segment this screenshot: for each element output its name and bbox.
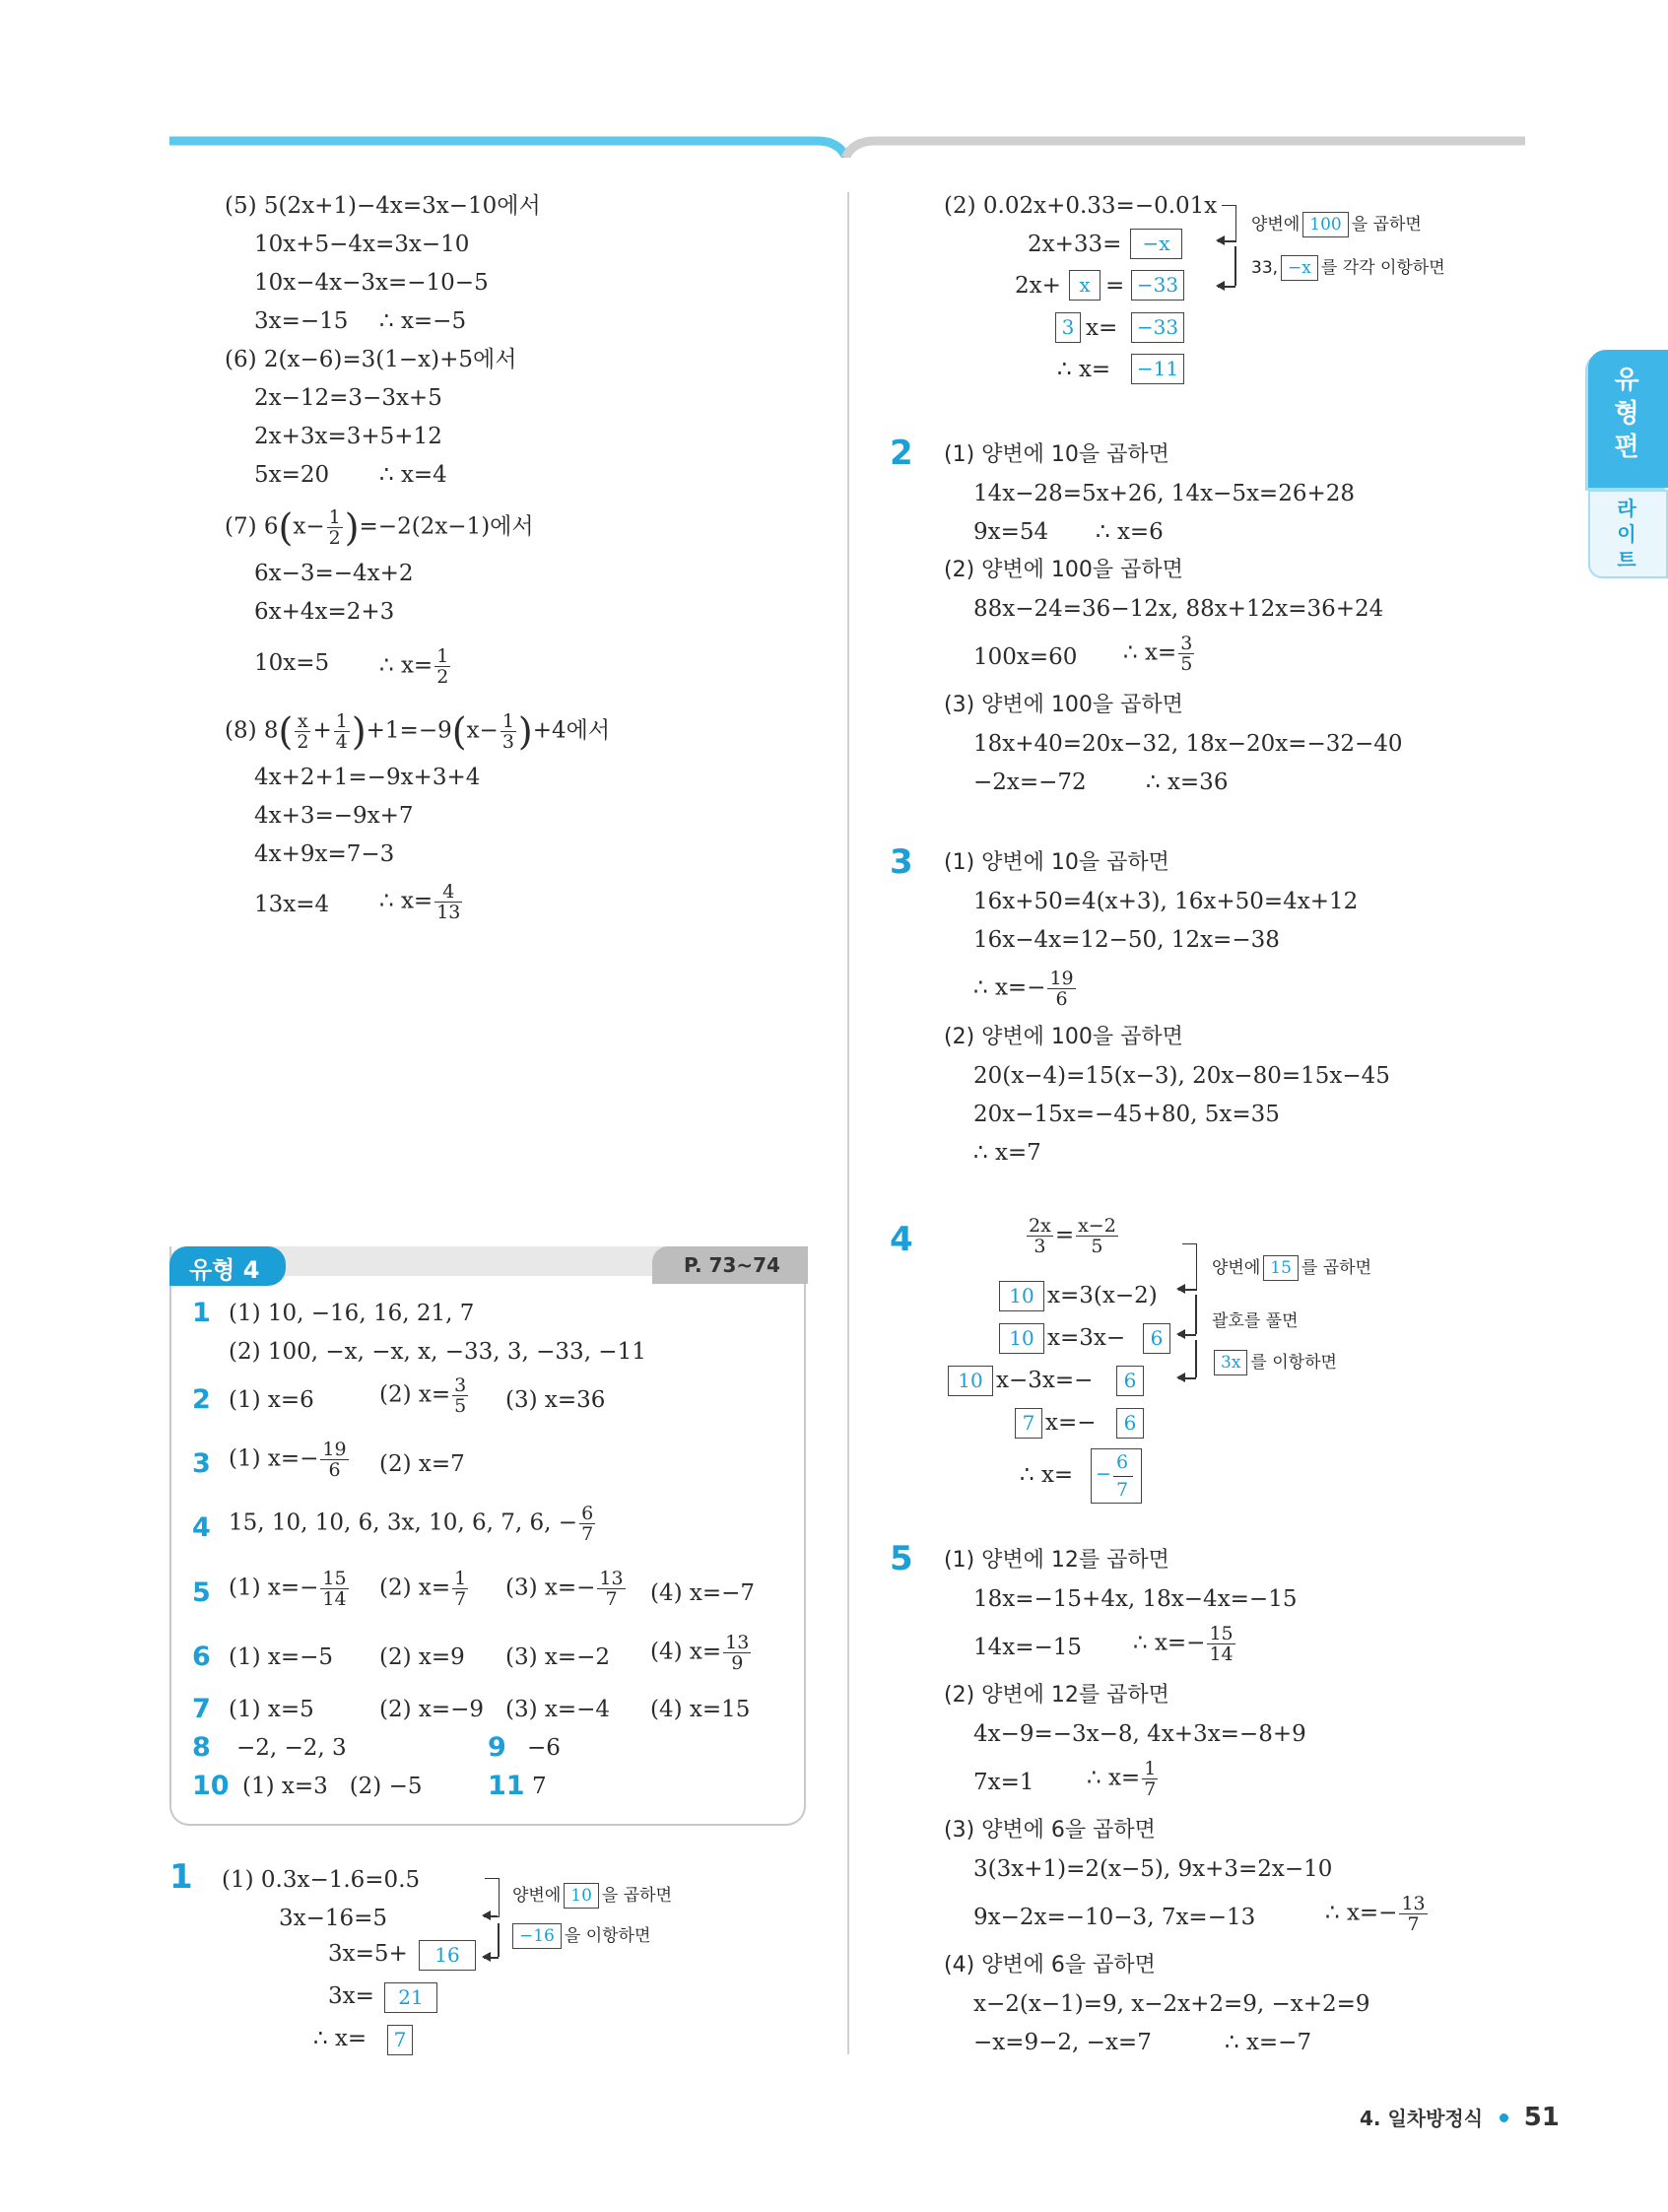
answer-number: 2 — [192, 1384, 211, 1415]
answer-box: 10 — [999, 1281, 1044, 1311]
solution-line: (5) 5(2x+1)−4x=3x−10에서 — [225, 193, 541, 219]
solution-line: 2x+3x=3+5+12 — [254, 424, 442, 449]
solution-line: 4x+2+1=−9x+3+4 — [254, 765, 481, 790]
annotation: 3x 를 이항하면 — [1214, 1348, 1337, 1375]
annotation: 양변에 10 을 곱하면 — [512, 1881, 672, 1909]
solution-line: (2) 0.02x+0.33=−0.01x — [944, 193, 1218, 219]
type4-title: 유형 4 — [189, 1256, 260, 1284]
solution-line: 4x+3=−9x+7 — [254, 803, 414, 829]
solution-line: (2) 양변에 12를 곱하면 — [944, 1683, 1169, 1708]
annotation: 33, −x 를 각각 이항하면 — [1251, 253, 1445, 281]
solution-line: 16x+50=4(x+3), 16x+50=4x+12 — [973, 889, 1359, 914]
answer-box: 7 — [387, 2025, 413, 2055]
answer-box: 6 — [1143, 1323, 1170, 1354]
solution-line: ∴ x=− $\frac{13}{7}$ — [1325, 1893, 1426, 1935]
solution-line: ∴ x=− $\frac{19}{6}$ — [973, 968, 1074, 1010]
solution-line: (4) 양변에 6을 곱하면 — [944, 1953, 1156, 1977]
answer-part: (1) x=6 — [229, 1387, 314, 1413]
answer-part: (1) x=5 — [229, 1697, 314, 1722]
answer-number: 9 — [488, 1732, 506, 1763]
solution-line: 2x+33= — [1028, 232, 1122, 257]
footer-dot — [1500, 2113, 1508, 2122]
answer-part: (1) x=3 (2) −5 — [242, 1774, 423, 1799]
type4-pages: P. 73~74 — [684, 1253, 780, 1277]
solution-line: 100x=60 — [973, 644, 1078, 670]
answer-part: (1) x=−5 — [229, 1644, 334, 1670]
answer-box: 6 — [1116, 1366, 1144, 1396]
answer-number: 3 — [192, 1448, 211, 1479]
solution-line: 5x=20 — [254, 462, 330, 488]
solution-line: (1) 양변에 12를 곱하면 — [944, 1548, 1169, 1573]
solution-line: 3x−16=5 — [279, 1906, 388, 1931]
answer-number: 5 — [192, 1577, 211, 1608]
side-tab-top-label: 유형편 — [1614, 366, 1639, 462]
answer-part: 7 — [532, 1774, 547, 1799]
answer-box: 3 — [1055, 312, 1081, 343]
solution-line: ∴ x= — [1057, 357, 1111, 382]
answer-box: 10 — [999, 1323, 1044, 1354]
arrow — [484, 1957, 499, 1959]
answer-box: −33 — [1131, 312, 1184, 343]
solution-line: 3x= — [328, 1983, 374, 2009]
answer-box: 6 — [1116, 1408, 1144, 1439]
solution-line: x=3x− — [1047, 1325, 1126, 1351]
solution-line: x= — [1086, 315, 1118, 341]
arrow — [1178, 1377, 1196, 1379]
solution-line: 9x−2x=−10−3, 7x=−13 — [973, 1905, 1256, 1930]
solution-line: −2x=−72 — [973, 770, 1087, 795]
solution-line: ∴ x= $\frac{1}{2}$ — [379, 645, 449, 688]
answer-box: −33 — [1131, 270, 1184, 301]
bracket-line — [1195, 1295, 1197, 1334]
footer — [1360, 2103, 1560, 2132]
solution-line: 13x=4 — [254, 892, 330, 917]
annotation: −16 을 이항하면 — [512, 1921, 650, 1949]
solution-line: x−3x=− — [996, 1368, 1094, 1393]
solution-line: $\frac{2x}{3}$ = $\frac{x-2}{5}$ — [1029, 1215, 1116, 1257]
solution-line: x−2(x−1)=9, x−2x+2=9, −x+2=9 — [973, 1991, 1370, 2017]
page-number: 51 — [1523, 2103, 1560, 2132]
answer-box: 10 — [948, 1366, 993, 1396]
solution-line: ∴ x=−5 — [379, 308, 467, 334]
solution-line: 14x=−15 — [973, 1635, 1083, 1660]
answer-line: (1) 10, −16, 16, 21, 7 — [229, 1301, 475, 1326]
answer-part: (4) x=−7 — [650, 1580, 756, 1606]
solution-line: 20x−15x=−45+80, 5x=35 — [973, 1102, 1280, 1127]
solution-line: (1) 양변에 10을 곱하면 — [944, 442, 1169, 467]
solution-line: 20(x−4)=15(x−3), 20x−80=15x−45 — [973, 1063, 1390, 1089]
solution-line: (2) 양변에 100을 곱하면 — [944, 1025, 1183, 1049]
solution-line: (7) 6(x− $\frac{1}{2}$ )=−2(2x−1)에서 — [225, 505, 534, 550]
answer-part: (1) x=− $\frac{15}{14}$ — [229, 1568, 347, 1610]
answer-part: (2) x= $\frac{1}{7}$ — [379, 1568, 467, 1610]
answer-part: (2) x=9 — [379, 1644, 465, 1670]
solution-number: 1 — [169, 1857, 193, 1897]
arrow — [1218, 286, 1235, 288]
answer-part: (2) x= $\frac{3}{5}$ — [379, 1374, 467, 1417]
solution-line: 7x=1 — [973, 1770, 1034, 1795]
solution-line: (2) 양변에 100을 곱하면 — [944, 558, 1183, 582]
solution-number: 2 — [890, 434, 913, 473]
answer-part: (3) x=36 — [505, 1387, 606, 1413]
answer-number: 8 — [192, 1732, 211, 1763]
side-tab-bottom-label: 라이트 — [1617, 497, 1636, 571]
answer-part: −6 — [527, 1735, 561, 1761]
annotation: 괄호를 풀면 — [1212, 1311, 1299, 1331]
answer-number: 11 — [488, 1771, 525, 1801]
solution-line: ∴ x= — [313, 2026, 367, 2051]
solution-line: ∴ x=− $\frac{15}{14}$ — [1133, 1623, 1234, 1665]
solution-line: ∴ x=−7 — [1225, 2030, 1312, 2055]
answer-part: (2) x=7 — [379, 1451, 465, 1477]
solution-line: (1) 0.3x−1.6=0.5 — [222, 1867, 421, 1893]
solution-line: ∴ x= $\frac{4}{13}$ — [379, 881, 461, 923]
answer-box: −11 — [1131, 354, 1184, 384]
answer-number: 1 — [192, 1298, 211, 1328]
solution-line: ∴ x= — [1020, 1462, 1074, 1488]
header-bar — [0, 0, 1668, 158]
solution-line: ∴ x=36 — [1146, 770, 1229, 795]
solution-line: ∴ x=4 — [379, 462, 447, 488]
solution-number: 5 — [890, 1539, 913, 1578]
solution-line: ∴ x=7 — [973, 1140, 1041, 1166]
solution-line: ∴ x= $\frac{1}{7}$ — [1087, 1758, 1157, 1800]
answer-part: (2) x=−9 — [379, 1697, 485, 1722]
solution-line: 10x=5 — [254, 650, 330, 676]
answer-number: 7 — [192, 1694, 211, 1724]
bracket-line — [498, 1923, 500, 1957]
answer-part: (3) x=− $\frac{13}{7}$ — [505, 1568, 624, 1610]
solution-line: 3x=−15 — [254, 308, 349, 334]
solution-line: = — [1105, 273, 1125, 299]
answer-box-fraction: − 6 7 — [1091, 1448, 1142, 1504]
footer-chapter: 4. 일차방정식 — [1360, 2107, 1484, 2130]
solution-line: 3(3x+1)=2(x−5), 9x+3=2x−10 — [973, 1856, 1333, 1882]
answer-part: (4) x= $\frac{13}{9}$ — [650, 1632, 750, 1674]
solution-line: 9x=54 — [973, 519, 1049, 545]
answer-line: (2) 100, −x, −x, x, −33, 3, −33, −11 — [229, 1339, 646, 1365]
solution-line: 4x−9=−3x−8, 4x+3x=−8+9 — [973, 1721, 1306, 1747]
solution-line: ∴ x=6 — [1096, 519, 1164, 545]
solution-line: 18x=−15+4x, 18x−4x=−15 — [973, 1586, 1298, 1612]
arrow — [1218, 240, 1235, 242]
solution-line: (3) 양변에 6을 곱하면 — [944, 1818, 1156, 1843]
solution-line: −x=9−2, −x=7 — [973, 2030, 1152, 2055]
bracket-line — [1195, 1340, 1197, 1377]
side-tab[interactable] — [1588, 350, 1668, 586]
solution-line: 6x−3=−4x+2 — [254, 561, 414, 586]
solution-line: 3x=5+ — [328, 1941, 408, 1967]
answer-box: 7 — [1015, 1408, 1042, 1439]
solution-line: 88x−24=36−12x, 88x+12x=36+24 — [973, 596, 1384, 622]
solution-line: 2x+ — [1015, 273, 1061, 299]
answer-number: 4 — [192, 1512, 211, 1543]
solution-line: 6x+4x=2+3 — [254, 599, 395, 625]
solution-line: (6) 2(x−6)=3(1−x)+5에서 — [225, 347, 517, 372]
answer-number: 6 — [192, 1642, 211, 1672]
solution-number: 4 — [890, 1220, 913, 1259]
bracket-line — [1234, 246, 1236, 286]
solution-line: (3) 양변에 100을 곱하면 — [944, 693, 1183, 717]
solution-line: ∴ x= $\frac{3}{5}$ — [1123, 633, 1193, 675]
solution-number: 3 — [890, 842, 913, 882]
answer-part: (3) x=−4 — [505, 1697, 611, 1722]
solution-line: 10x−4x−3x=−10−5 — [254, 270, 489, 296]
arrow — [484, 1915, 498, 1917]
solution-line: 18x+40=20x−32, 18x−20x=−32−40 — [973, 731, 1403, 757]
answer-part: (4) x=15 — [650, 1697, 751, 1722]
answer-box: 16 — [419, 1940, 476, 1971]
answer-part: −2, −2, 3 — [236, 1735, 347, 1761]
answer-box: x — [1069, 270, 1101, 301]
solution-line: 14x−28=5x+26, 14x−5x=26+28 — [973, 481, 1356, 506]
solution-line: (1) 양변에 10을 곱하면 — [944, 850, 1169, 875]
solution-line: x=− — [1045, 1410, 1097, 1436]
arrow — [1178, 1334, 1196, 1336]
solution-line: (8) 8( $\frac{x}{2}$ + $\frac{1}{4}$ )+1=−9(x− $\frac{1}{3}$ )+4에서 — [225, 709, 611, 754]
annotation: 양변에 15 를 곱하면 — [1212, 1253, 1371, 1281]
solution-line: 16x−4x=12−50, 12x=−38 — [973, 927, 1280, 953]
column-divider — [847, 192, 849, 2054]
answer-number: 10 — [192, 1771, 230, 1801]
solution-line: 2x−12=3−3x+5 — [254, 385, 442, 411]
solution-line: 10x+5−4x=3x−10 — [254, 232, 470, 257]
answer-part: (1) x=− $\frac{19}{6}$ — [229, 1439, 347, 1481]
solution-line: x=3(x−2) — [1047, 1283, 1158, 1308]
answer-box: 21 — [384, 1982, 437, 2013]
arrow — [1178, 1289, 1196, 1291]
answer-part: 15, 10, 10, 6, 3x, 10, 6, 7, 6, − $\frac{6}{7}$ — [229, 1503, 594, 1545]
annotation: 양변에 100 을 곱하면 — [1251, 210, 1422, 237]
solution-line: 4x+9x=7−3 — [254, 841, 395, 867]
answer-part: (3) x=−2 — [505, 1644, 611, 1670]
answer-box: −x — [1130, 229, 1182, 259]
